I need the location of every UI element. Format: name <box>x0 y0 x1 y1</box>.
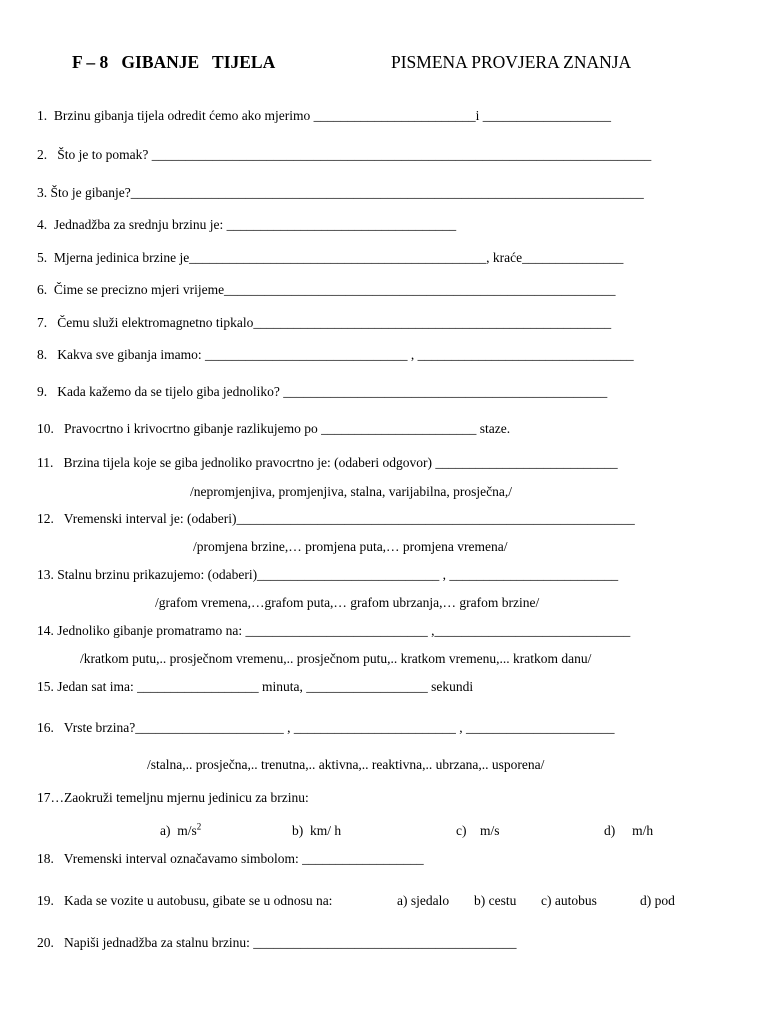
question-6: 6. Čime se precizno mjeri vrijeme__________________________________________________________ <box>37 282 616 297</box>
question-2: 2. Što je to pomak? __________________________________________________________________________ <box>37 147 652 162</box>
question-12: 12. Vremenski interval je: (odaberi)___________________________________________________________ <box>37 511 635 526</box>
question-15: 15. Jedan sat ima: __________________ minuta, __________________ sekundi <box>37 679 474 694</box>
question-12-options: /promjena brzine,… promjena puta,… promjena vremena/ <box>193 539 508 554</box>
question-10: 10. Pravocrtno i krivocrtno gibanje razlikujemo po _______________________ staze. <box>37 421 511 436</box>
question-9: 9. Kada kažemo da se tijelo giba jednoliko? ________________________________________________ <box>37 384 608 399</box>
question-11: 11. Brzina tijela koje se giba jednoliko pravocrtno je: (odaberi odgovor) ___________________________ <box>37 455 618 470</box>
question-20: 20. Napiši jednadžba za stalnu brzinu: _______________________________________ <box>37 935 517 950</box>
question-19: 19. Kada se vozite u autobusu, gibate se u odnosu na: <box>37 893 333 908</box>
question-16: 16. Vrste brzina?______________________ , ________________________ , ______________________ <box>37 720 615 735</box>
question-19-option-c: c) autobus <box>541 893 597 908</box>
question-19-option-a: a) sjedalo <box>397 893 450 908</box>
worksheet-subtitle: PISMENA PROVJERA ZNANJA <box>391 52 632 72</box>
question-4: 4. Jednadžba za srednju brzinu je: __________________________________ <box>37 217 457 232</box>
question-14-options: /kratkom putu,.. prosječnom vremenu,.. prosječnom putu,.. kratkom vremenu,... kratkom danu/ <box>80 651 592 666</box>
question-11-options: /nepromjenjiva, promjenjiva, stalna, varijabilna, prosječna,/ <box>190 484 513 499</box>
question-14: 14. Jednoliko gibanje promatramo na: ___________________________ ,_____________________________ <box>37 623 631 638</box>
question-16-options: /stalna,.. prosječna,.. trenutna,.. aktivna,.. reaktivna,.. ubrzana,.. usporena/ <box>147 757 545 772</box>
worksheet-title: F – 8 GIBANJE TIJELA <box>72 52 276 72</box>
question-18: 18. Vremenski interval označavamo simbolom: __________________ <box>37 851 424 866</box>
question-17-option-c: c) m/s <box>456 823 500 838</box>
question-17-option-b: b) km/ h <box>292 823 342 838</box>
question-1: 1. Brzinu gibanja tijela odredit ćemo ako mjerimo ________________________i ___________________ <box>37 108 612 123</box>
question-8: 8. Kakva sve gibanja imamo: ______________________________ , ________________________________ <box>37 347 634 362</box>
question-17-option-a <box>160 823 201 839</box>
option-a-label: a) m/s <box>160 823 197 838</box>
question-17-option-d: d) m/h <box>604 823 654 838</box>
question-19-option-b: b) cestu <box>474 893 517 908</box>
question-13-options: /grafom vremena,…grafom puta,… grafom ubrzanja,… grafom brzine/ <box>155 595 540 610</box>
question-19-option-d: d) pod <box>640 893 675 908</box>
question-17: 17…Zaokruži temeljnu mjernu jedinicu za brzinu: <box>37 790 309 805</box>
question-7: 7. Čemu služi elektromagnetno tipkalo_____________________________________________________ <box>37 315 612 330</box>
question-3: 3. Što je gibanje?____________________________________________________________________________ <box>37 185 644 200</box>
question-5: 5. Mjerna jedinica brzine je____________________________________________, kraće_______________ <box>37 250 624 265</box>
option-a-exponent: 2 <box>196 821 202 832</box>
question-13: 13. Stalnu brzinu prikazujemo: (odaberi)___________________________ , _________________________ <box>37 567 619 582</box>
